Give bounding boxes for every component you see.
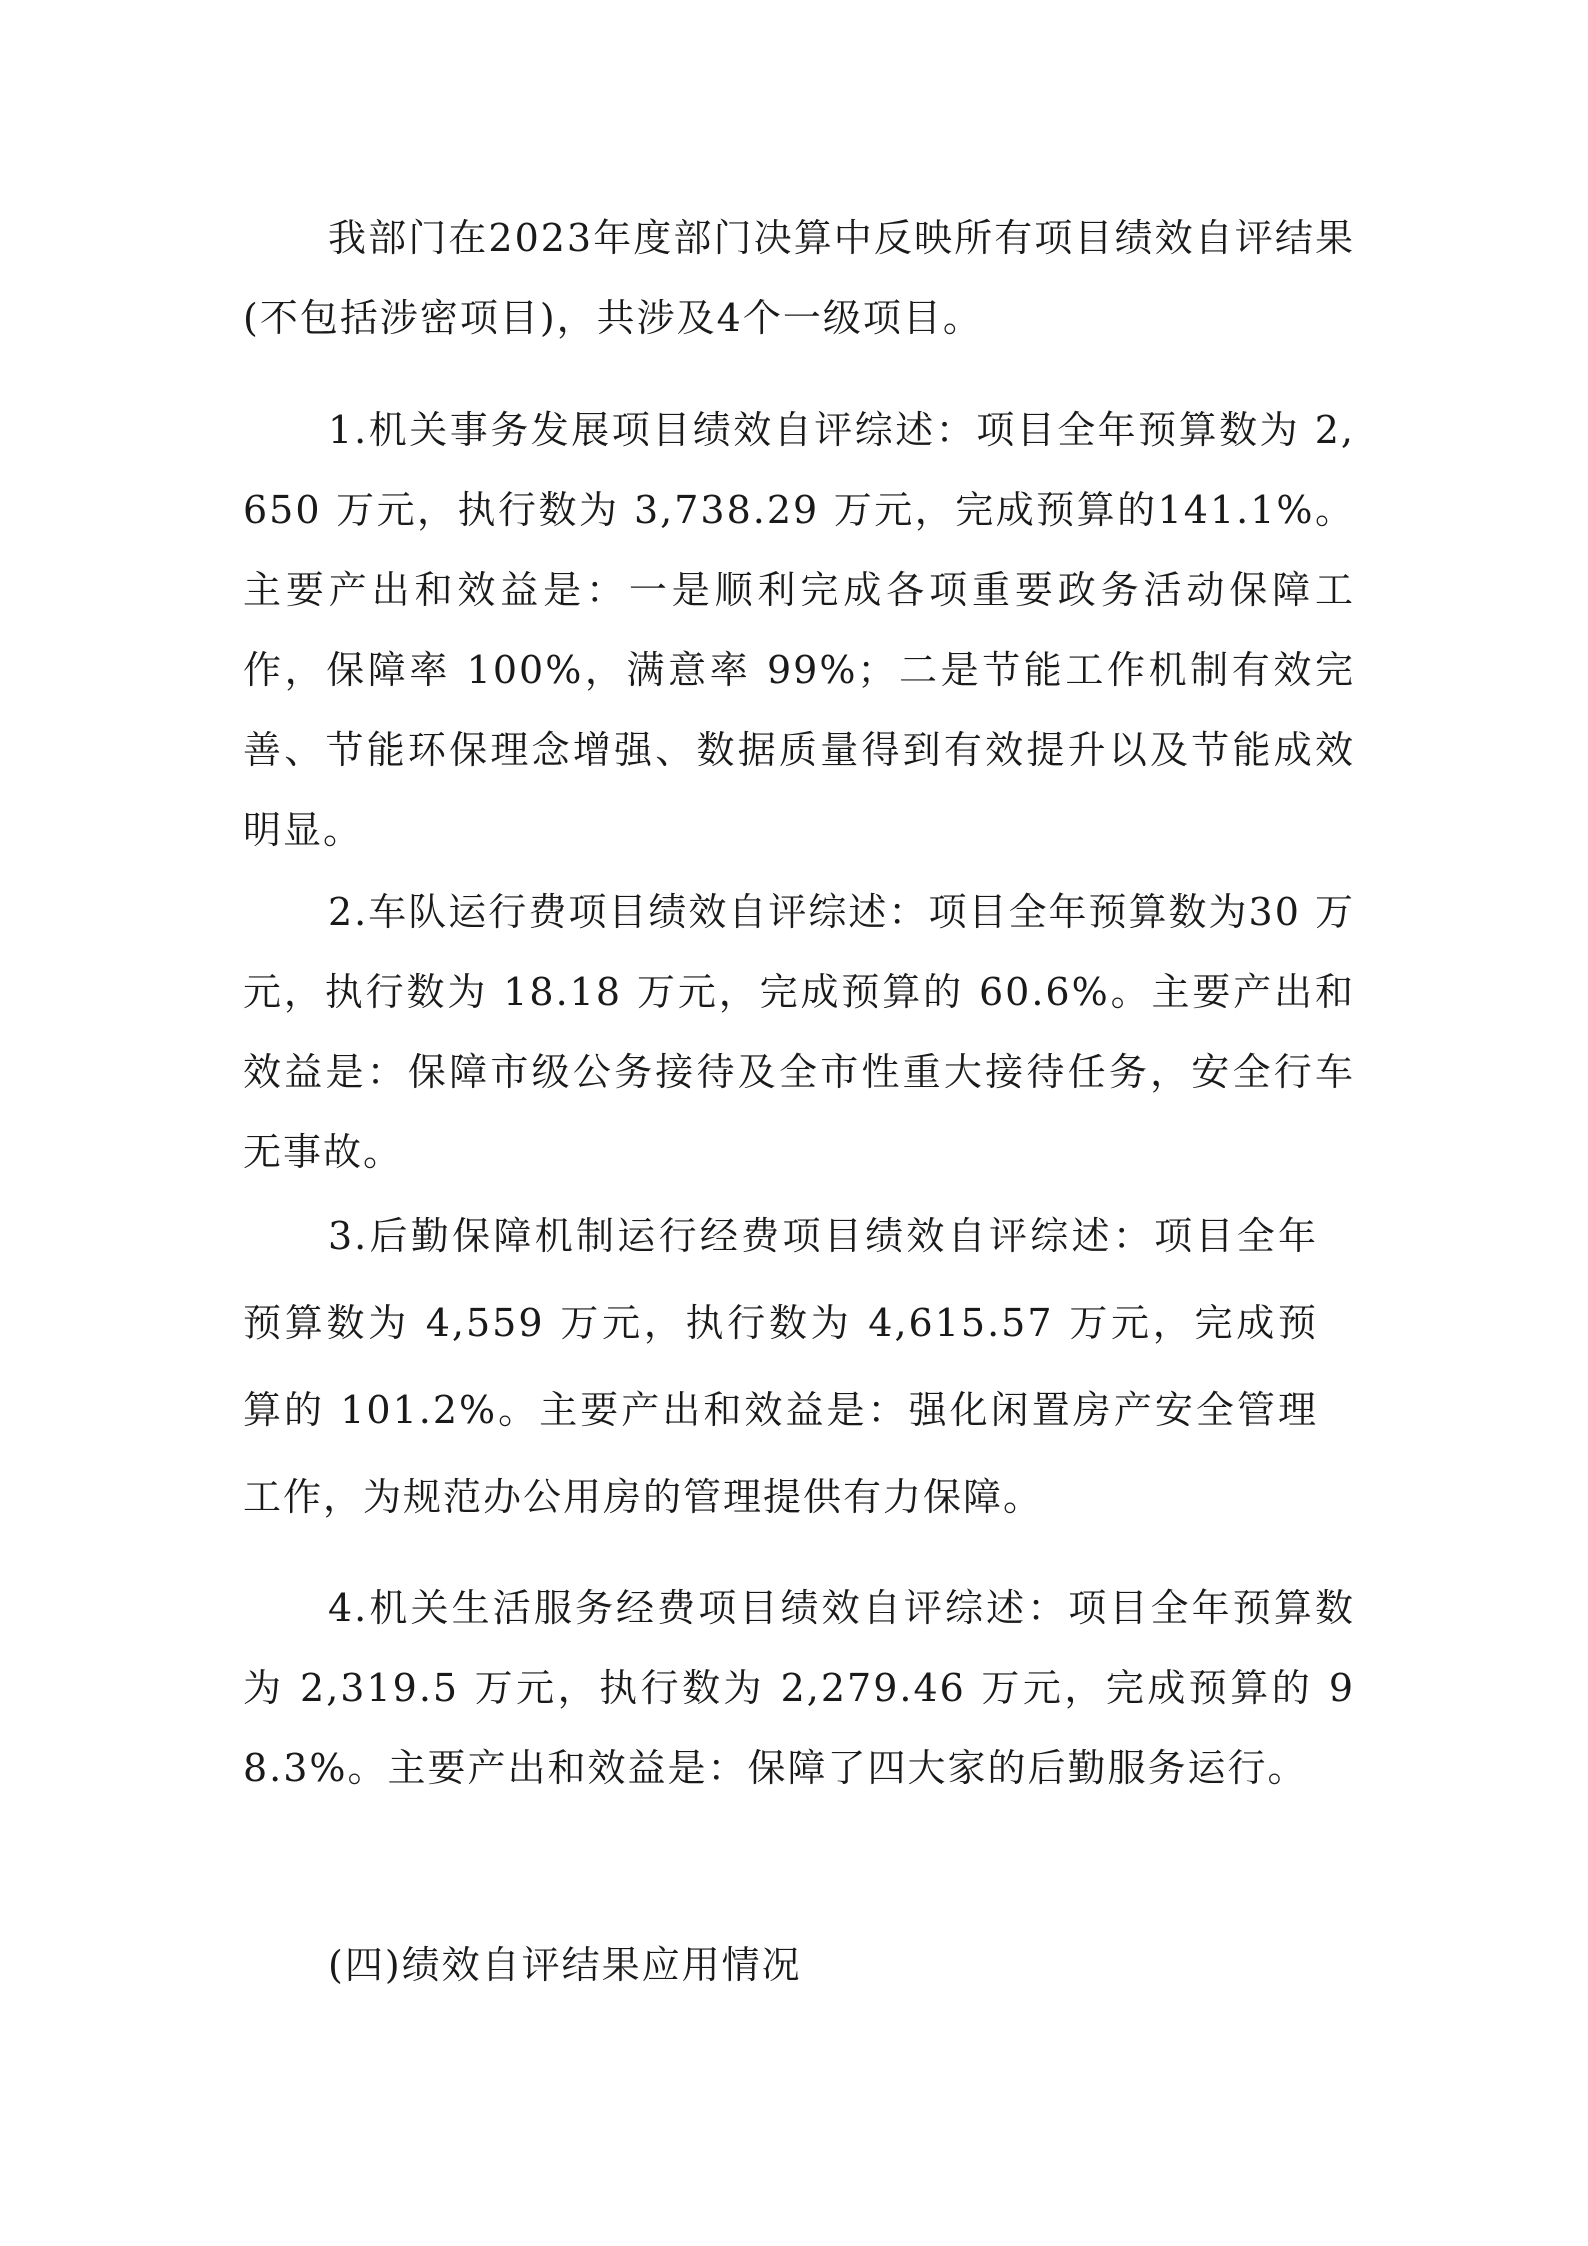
- section-heading: (四)绩效自评结果应用情况: [328, 1943, 802, 1987]
- project-3-summary: 3.后勤保障机制运行经费项目绩效自评综述：项目全年预算数为 4,559 万元，执行数为 4,615.57 万元，完成预算的 101.2%。主要产出和效益是：强化闲置房产安全管理工作，为规范办公用房的管理提供有力保障。: [243, 1214, 1318, 1519]
- project-2-summary: 2.车队运行费项目绩效自评综述：项目全年预算数为30 万元，执行数为 18.18 万元，完成预算的 60.6%。主要产出和效益是：保障市级公务接待及全市性重大接待任务，安全行车无事故。: [243, 890, 1355, 1174]
- project-1-summary: 1.机关事务发展项目绩效自评综述：项目全年预算数为 2,650 万元，执行数为 3,738.29 万元，完成预算的141.1%。主要产出和效益是：一是顺利完成各项重要政务活动保障工作，保障率 100%，满意率 99%；二是节能工作机制有效完善、节能环保理念增强、数据质量得到有效提升以及节能成效明显。: [243, 408, 1355, 852]
- project-4-summary: 4.机关生活服务经费项目绩效自评综述：项目全年预算数为 2,319.5 万元，执行数为 2,279.46 万元，完成预算的 98.3%。主要产出和效益是：保障了四大家的后勤服务运行。: [243, 1586, 1355, 1790]
- intro-paragraph: 我部门在2023年度部门决算中反映所有项目绩效自评结果(不包括涉密项目)，共涉及4个一级项目。: [243, 216, 1355, 340]
